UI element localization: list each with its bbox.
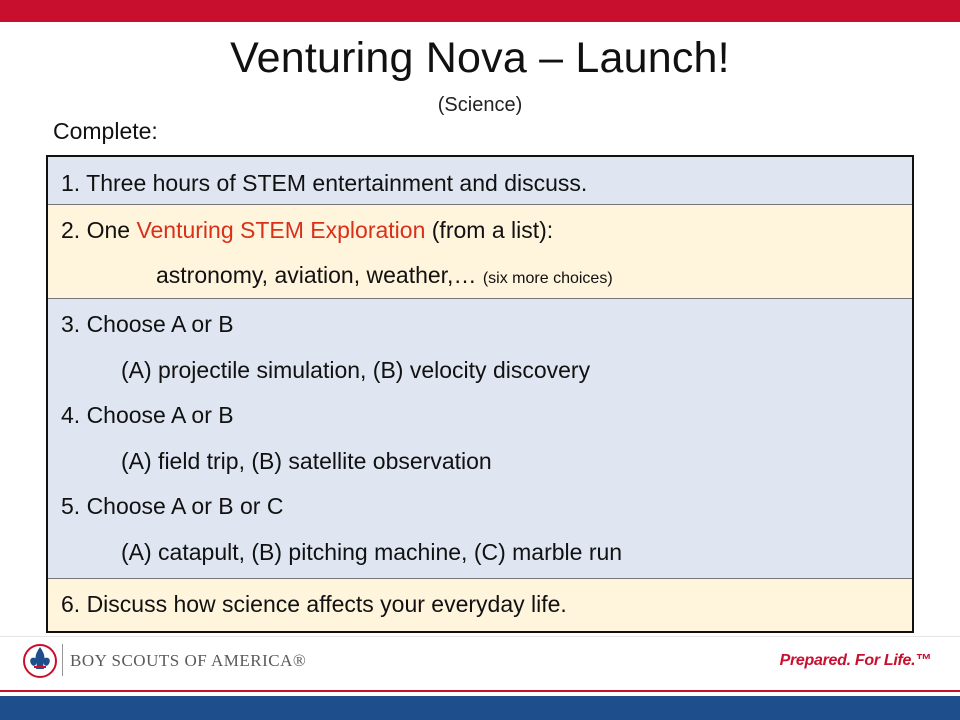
bottom-navy-bar [0,696,960,720]
requirement-6-text: 6. Discuss how science affects your everyday life. [61,591,567,617]
requirement-row-1 [48,157,912,205]
fleur-de-lis-icon [22,641,58,679]
requirement-4-detail: (A) field trip, (B) satellite observation [121,447,492,474]
requirement-row-2 [48,205,912,299]
top-red-bar [0,0,960,22]
complete-label: Complete: [53,118,158,144]
footer-divider [0,636,960,637]
requirement-2-suffix: (from a list): [425,217,554,243]
requirement-4-text: 4. Choose A or B [61,402,234,428]
requirement-3-detail: (A) projectile simulation, (B) velocity discovery [121,356,591,383]
requirement-1-text: 1. Three hours of STEM entertainment and discuss. [61,170,588,196]
requirements-table [46,155,914,633]
requirement-5-detail: (A) catapult, (B) pitching machine, (C) marble run [121,538,623,565]
requirement-3-text: 3. Choose A or B [61,311,234,337]
slide-subtitle: (Science) [437,94,523,116]
logo-divider [62,644,63,676]
requirement-2-prefix: 2. One [61,217,137,243]
stem-exploration-highlight: Venturing STEM Exploration [136,217,426,243]
requirement-5-text: 5. Choose A or B or C [61,493,284,519]
requirement-2-text [61,208,912,253]
six-more-choices-note: (six more choices) [482,270,613,287]
requirement-row-6 [48,579,912,631]
organization-name: BOY SCOUTS OF AMERICA® [70,651,307,670]
motto: Prepared. For Life.™ [779,652,931,669]
requirement-row-3-5 [48,299,912,579]
requirement-2-detail-text: astronomy, aviation, weather,… [156,262,483,288]
requirement-2-detail [61,253,912,298]
slide-title: Venturing Nova – Launch! [230,34,730,82]
